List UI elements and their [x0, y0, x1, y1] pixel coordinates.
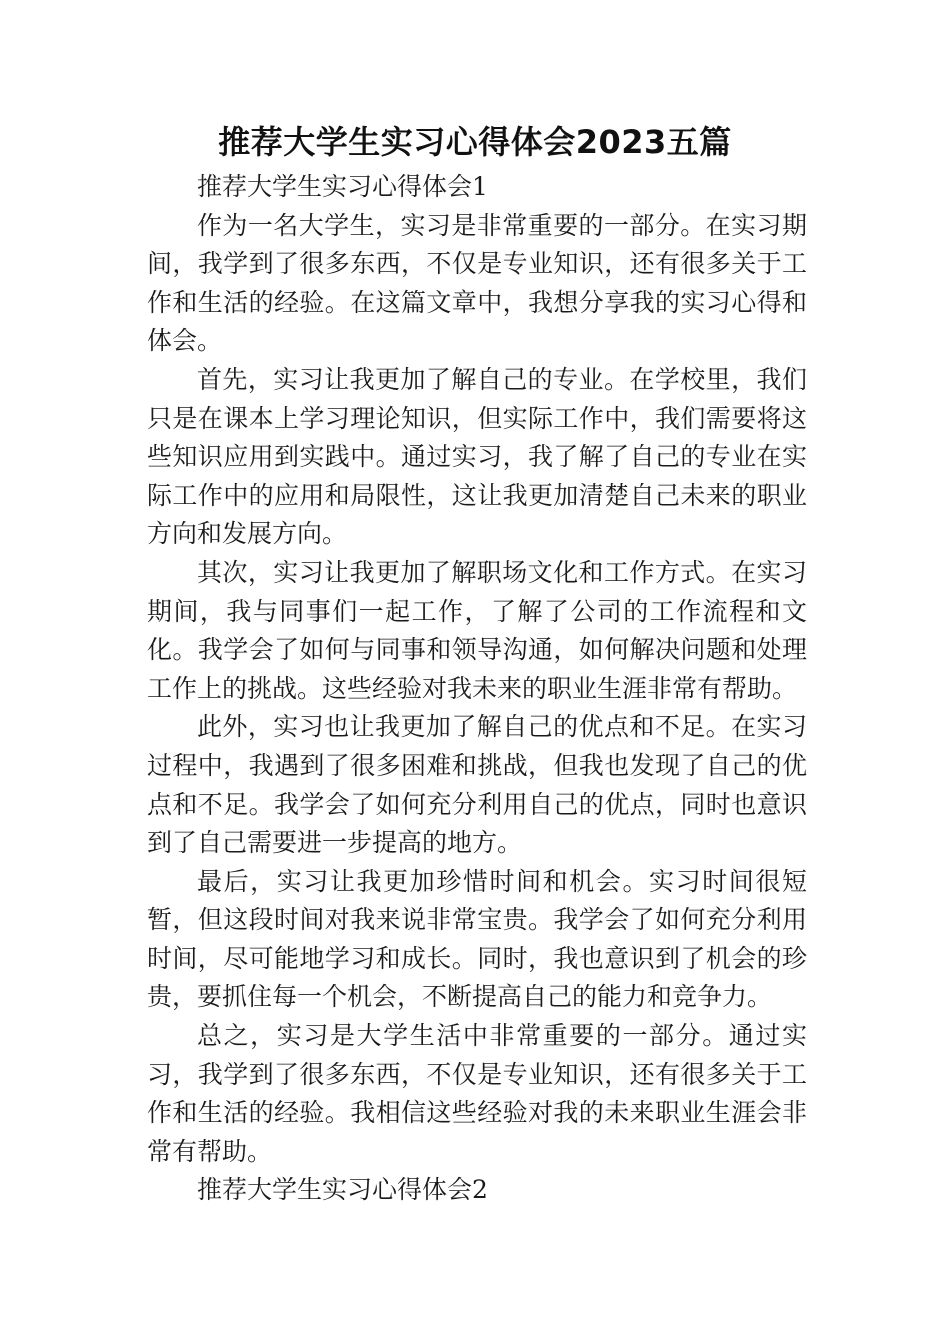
- paragraph-third: 此外，实习也让我更加了解自己的优点和不足。在实习过程中，我遇到了很多困难和挑战，但我也发现了自己的优点和不足。我学会了如何充分利用自己的优点，同时也意识到了自己需要进一步提高的地方。: [147, 712, 807, 858]
- paragraph-second: 其次，实习让我更加了解职场文化和工作方式。在实习期间，我与同事们一起工作，了解了公司的工作流程和文化。我学会了如何与同事和领导沟通，如何解决问题和处理工作上的挑战。这些经验对我未来的职业生涯非常有帮助。: [147, 557, 807, 703]
- document-body: [147, 168, 807, 1210]
- paragraph-first: 首先，实习让我更加了解自己的专业。在学校里，我们只是在课本上学习理论知识，但实际工作中，我们需要将这些知识应用到实践中。通过实习，我了解了自己的专业在实际工作中的应用和局限性，这让我更加清楚自己未来的职业方向和发展方向。: [147, 364, 807, 549]
- paragraph-conclusion: 总之，实习是大学生活中非常重要的一部分。通过实习，我学到了很多东西，不仅是专业知识，还有很多关于工作和生活的经验。我相信这些经验对我的未来职业生涯会非常有帮助。: [147, 1021, 807, 1166]
- document-title: 推荐大学生实习心得体会2023五篇: [218, 123, 732, 161]
- section-heading-1: 推荐大学生实习心得体会1: [197, 172, 488, 201]
- section-heading-2: 推荐大学生实习心得体会2: [197, 1175, 488, 1205]
- paragraph-fourth: 最后，实习让我更加珍惜时间和机会。实习时间很短暂，但这段时间对我来说非常宝贵。我学会了如何充分利用时间，尽可能地学习和成长。同时，我也意识到了机会的珍贵，要抓住每一个机会，不断提高自己的能力和竞争力。: [147, 866, 807, 1012]
- paragraph-intro: 作为一名大学生，实习是非常重要的一部分。在实习期间，我学到了很多东西，不仅是专业知识，还有很多关于工作和生活的经验。在这篇文章中，我想分享我的实习心得和体会。: [147, 210, 807, 356]
